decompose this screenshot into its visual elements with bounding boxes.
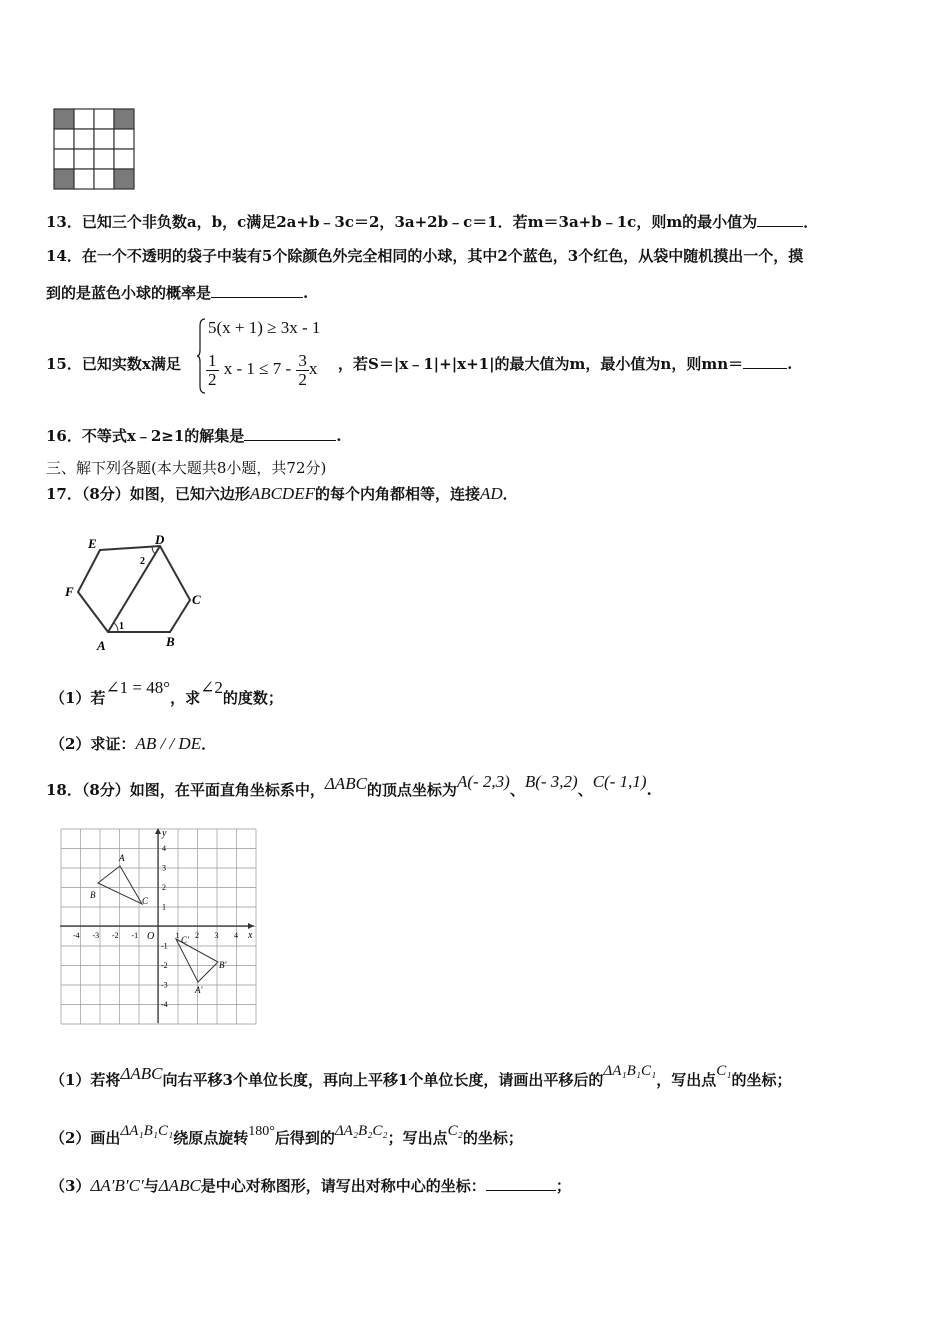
q18-p2-a: （2）画出 (50, 1129, 121, 1147)
grid-cell (114, 149, 134, 169)
q18-part-1 (50, 1063, 792, 1091)
q18-p3-c: 是中心对称图形，请写出对称中心的坐标： (200, 1177, 486, 1195)
y-tick-label: 4 (162, 844, 166, 853)
grid-cell (54, 149, 74, 169)
q18-part-3 (50, 1176, 571, 1196)
q18-p2-angle: 180° (248, 1124, 275, 1139)
y-tick-label: 3 (162, 863, 166, 873)
q15-frac-three-halves: $\frac{3}{2}$ (298, 350, 307, 389)
q18-p1-d: 的坐标； (731, 1071, 792, 1089)
q15-ineq1: 5(x + 1) ≥ 3x - 1 (208, 318, 321, 337)
grid-cell (94, 109, 114, 129)
y-tick-label: -1 (161, 941, 168, 951)
q18-number: 18． (46, 781, 82, 799)
coordinate-grid-figure (60, 828, 257, 1025)
q18-sep-1: 、 (509, 781, 525, 799)
q16-text: 不等式x﹣2≥1的解集是 (81, 427, 245, 445)
label-d: D (155, 532, 165, 547)
y-tick-label: 2 (162, 883, 166, 892)
q15-pre-text: 已知实数x满足 (81, 355, 181, 373)
angle-1-arc (114, 623, 118, 632)
q15-frac-half: $\frac{1}{2}$ (208, 350, 217, 389)
q16-number: 16． (46, 427, 82, 445)
q18-triangle: ΔABC (324, 774, 367, 793)
triangle-a-prime (176, 939, 218, 982)
q18-p3-end: ； (555, 1177, 571, 1195)
q13-end: ． (803, 213, 819, 231)
q18-p3-a: （3） (50, 1177, 91, 1195)
q18-part-2 (50, 1123, 523, 1150)
y-tick-label: -3 (161, 980, 168, 990)
q17-end: ． (502, 485, 518, 503)
grid-figure (53, 108, 135, 190)
q18-p2-c2: C₂ (447, 1123, 463, 1139)
x-tick-label: -3 (92, 931, 100, 940)
q17-p2-math: AB / / DE (135, 734, 202, 753)
x-tick-label: 1 (175, 931, 180, 940)
q18-p2-e: 的坐标； (462, 1129, 523, 1147)
q18-text-b: 的顶点坐标为 (366, 781, 457, 799)
q17-hexagon-name: ABCDEF (249, 484, 315, 503)
section-3-heading: 三、解下列各题(本大题共8小题，共72分) (46, 459, 327, 477)
y-tick-label: -2 (161, 961, 168, 970)
q18-p1-a: （1）若将 (50, 1071, 121, 1089)
q14-line2: 到的是蓝色小球的概率是 (46, 284, 212, 302)
question-16 (46, 426, 342, 446)
q17-p1-angle2: ∠2 (200, 678, 223, 697)
origin-label: O (147, 931, 155, 942)
label-a: A (97, 638, 106, 653)
x-tick-label: 2 (195, 931, 199, 940)
q18-p1-tri: ΔABC (120, 1064, 163, 1083)
q15-answer-blank[interactable] (743, 354, 787, 369)
q14-line1: 在一个不透明的袋子中装有5个除颜色外完全相同的小球，其中2个蓝色，3个红色，从袋中随机摸出一个，摸 (81, 247, 804, 265)
grid-cell (94, 169, 114, 189)
label-f: F (65, 584, 74, 599)
label-e: E (88, 536, 97, 551)
y-tick-label: -4 (161, 1000, 168, 1009)
q18-point-a: A(- 2,3) (456, 772, 510, 791)
q18-p3-b: 与 (143, 1177, 159, 1195)
x-axis-arrow (248, 923, 254, 929)
grid-cell-shaded (54, 109, 74, 129)
q17-text-a: （8分）如图，已知六边形 (81, 485, 250, 503)
grid-cell (74, 109, 94, 129)
question-17 (46, 484, 518, 504)
q18-p1-tri1: ΔA₁B₁C₁ (603, 1063, 657, 1079)
q18-point-b: B(- 3,2) (524, 772, 578, 791)
y-axis-label: y (162, 828, 167, 839)
x-tick-label: 4 (234, 931, 238, 940)
q14-number: 14． (46, 247, 82, 265)
grid-cell-shaded (114, 169, 134, 189)
q18-p3-tri-prime: ΔA′B′C′ (90, 1176, 144, 1195)
x-axis-label: x (248, 930, 253, 941)
q18-p1-c: ，写出点 (656, 1071, 717, 1089)
point-c-label: C (142, 896, 149, 906)
q18-p1-b: 向右平移3个单位长度，再向上平移1个单位长度，请画出平移后的 (162, 1071, 604, 1089)
point-c-prime-label: C′ (181, 935, 189, 945)
hexagon-figure (60, 530, 210, 656)
q14-answer-blank[interactable] (211, 283, 303, 298)
q15-post-text: ，若S＝|x﹣1|+|x+1|的最大值为m，最小值为n，则mn＝ (338, 355, 744, 373)
question-15-post (338, 354, 792, 374)
q18-p2-b: 绕原点旋转 (173, 1129, 249, 1147)
q18-p1-c1: C₁ (716, 1063, 732, 1079)
q15-number: 15． (46, 355, 82, 373)
q15-ineq2-b: x (308, 359, 318, 378)
q15-system-brace (196, 318, 206, 394)
x-tick-label: -4 (73, 931, 80, 940)
grid-cell (74, 129, 94, 149)
grid-cell (74, 149, 94, 169)
q18-p3-tri: ΔABC (158, 1176, 201, 1195)
point-b-prime-label: B′ (219, 960, 227, 970)
q16-end: . (336, 427, 342, 445)
q18-point-c: C(- 1,1) (592, 772, 647, 791)
label-angle-2: 2 (140, 556, 145, 567)
grid-cell-shaded (114, 109, 134, 129)
label-angle-1: 1 (119, 621, 124, 632)
point-a-prime-label: A′ (195, 985, 203, 995)
label-b: B (166, 634, 175, 649)
question-18 (46, 772, 652, 800)
q14-end: . (303, 284, 309, 302)
q17-p2-end: ． (201, 735, 217, 753)
grid-cell (54, 129, 74, 149)
q15-ineq2-a: x - 1 ≤ 7 - (223, 359, 292, 378)
q17-p2-a: （2）求证： (50, 735, 136, 753)
q18-p2-tri1: ΔA₁B₁C₁ (120, 1123, 174, 1139)
grid-cell (94, 149, 114, 169)
question-15-pre (46, 354, 181, 374)
q17-text-b: 的每个内角都相等，连接 (314, 485, 480, 503)
triangle-abc (98, 866, 142, 904)
q17-p1-c: 的度数； (222, 689, 283, 707)
grid-cell (114, 129, 134, 149)
point-b-label: B (90, 890, 96, 900)
q17-segment-ad: AD (480, 484, 503, 503)
q15-end: . (787, 355, 793, 373)
q18-p3-answer-blank[interactable] (486, 1176, 556, 1191)
grid-cell-shaded (54, 169, 74, 189)
q17-number: 17． (46, 485, 82, 503)
q15-inequality-1 (208, 318, 320, 338)
question-13 (46, 212, 818, 232)
q15-inequality-2 (206, 348, 317, 390)
x-tick-label: 3 (214, 931, 219, 940)
y-tick-label: 1 (162, 902, 166, 912)
x-tick-label: -2 (112, 931, 119, 940)
question-14-line2 (46, 283, 308, 303)
q18-sep-2: 、 (577, 781, 593, 799)
question-14-line1 (46, 246, 803, 266)
q17-p1-angle: ∠1 = 48° (105, 678, 171, 697)
q18-text-a: （8分）如图，在平面直角坐标系中， (81, 781, 325, 799)
q13-number: 13． (46, 213, 82, 231)
q18-p2-c: 后得到的 (274, 1129, 335, 1147)
q13-answer-blank[interactable] (757, 212, 803, 227)
q17-part-2 (50, 734, 216, 754)
point-a-label: A (119, 853, 125, 863)
q13-text: 已知三个非负数a，b，c满足2a+b﹣3c＝2，3a+2b﹣c＝1．若m＝3a+b﹣1c，则m的最小值为 (81, 213, 758, 231)
diagonal-ad (108, 546, 160, 632)
q16-answer-blank[interactable] (244, 426, 336, 441)
x-tick-label: -1 (131, 931, 139, 940)
grid-cell (94, 129, 114, 149)
q18-end: . (646, 781, 652, 799)
q18-p2-d: ；写出点 (387, 1129, 448, 1147)
label-c: C (192, 592, 201, 607)
q17-part-1 (50, 678, 283, 708)
q17-p1-b: ，求 (170, 689, 201, 707)
q18-p2-tri2: ΔA₂B₂C₂ (334, 1123, 388, 1139)
grid-cell (74, 169, 94, 189)
q17-p1-a: （1）若 (50, 689, 106, 707)
